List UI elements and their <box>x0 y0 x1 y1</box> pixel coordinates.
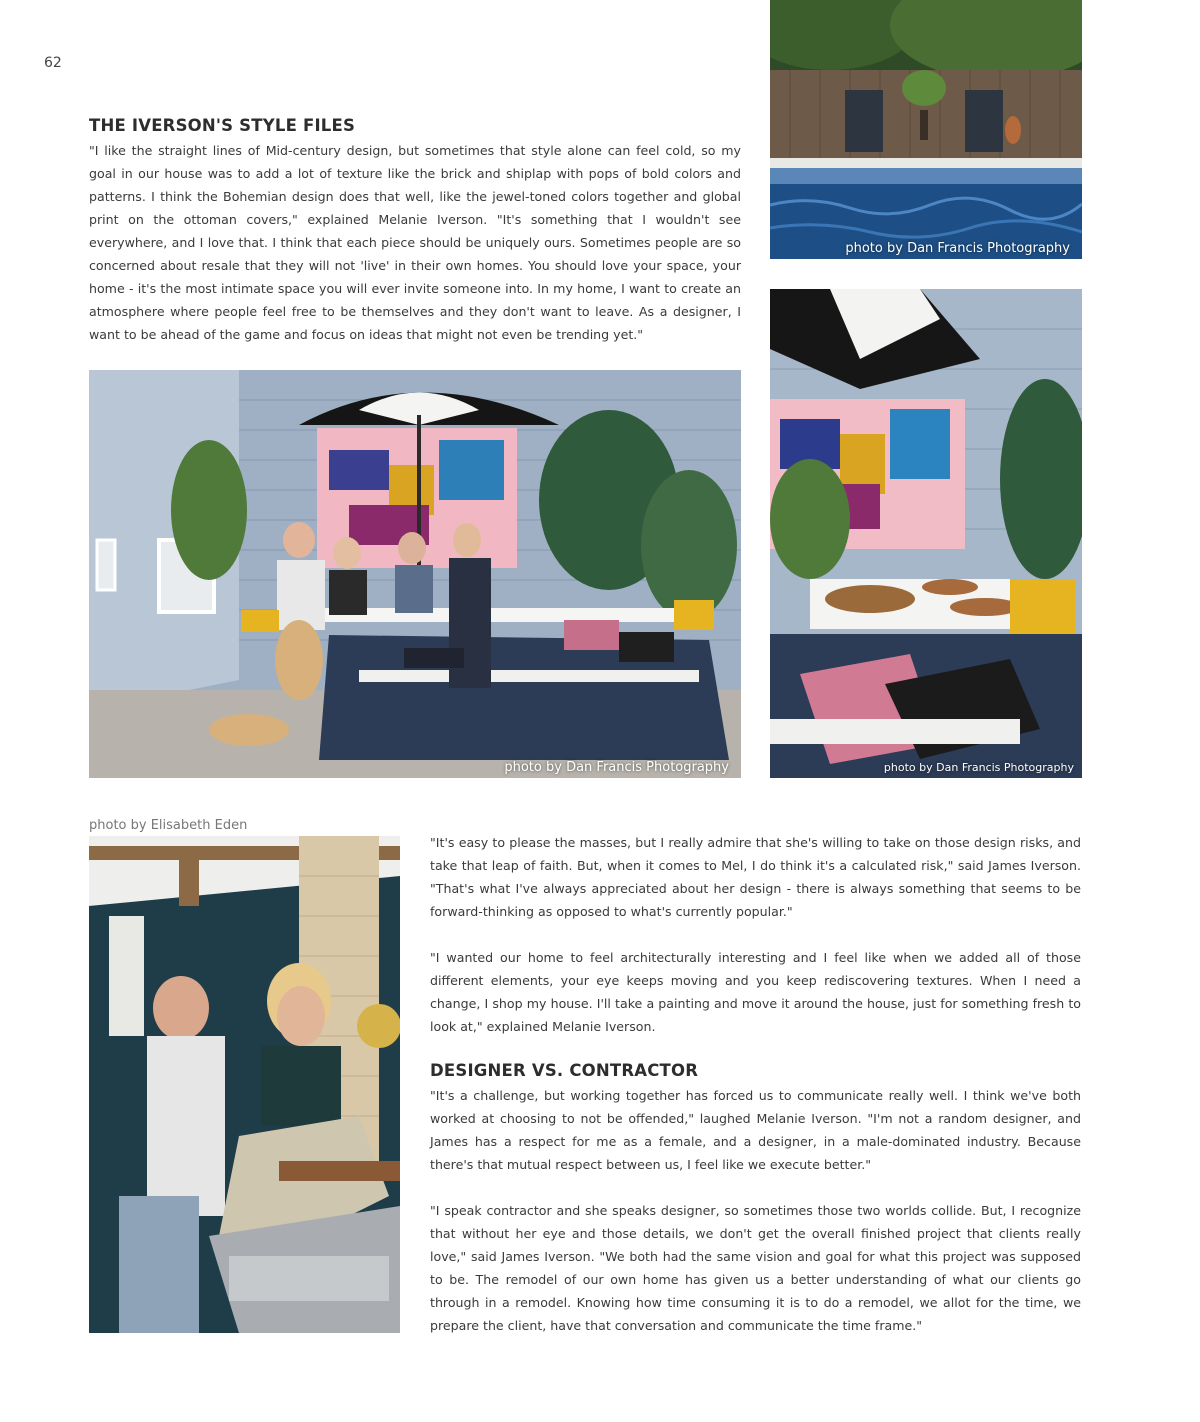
body-paragraph-1: "It's easy to please the masses, but I really admire that she's willing to take on those design risks, and take that leap of faith. But, when it comes to Mel, I do think it's a calculated risk," said James Iverson. "That's what I've always appreciated about her design - there is always something that seems to be forward-thinking as opposed to what's currently popular." <box>430 835 1081 919</box>
article-body <box>430 831 1081 1337</box>
pool-photo-credit: photo by Dan Francis Photography <box>845 241 1070 256</box>
couple-photo <box>89 836 400 1333</box>
body-paragraph-2: "I wanted our home to feel architecturally interesting and I feel like when we added all of those different elements, your eye keeps moving and you keep rediscovering textures. When I need a change, I shop my house. I'll take a painting and move it around the house, just for something fresh to look at," explained Melanie Iverson. <box>430 950 1081 1034</box>
page-number: 62 <box>44 55 62 71</box>
patio-table-photo-credit: photo by Dan Francis Photography <box>883 761 1074 774</box>
designer-contractor-paragraph-2: "I speak contractor and she speaks designer, so sometimes those two worlds collide. But, I recognize that without her eye and those details, we don't get the overall finished project that clients really love," said James Iverson. "We both had the same vision and goal for what this project was supposed to be. The remodel of our own home has given us a better understanding of what our clients go through in a remodel. Knowing how time consuming it is to do a remodel, we allot for the time, we prepare the client, have that conversation and communicate the time frame." <box>430 1203 1081 1333</box>
section-title-style-files: THE IVERSON'S STYLE FILES <box>89 116 356 135</box>
patio-family-photo <box>89 370 741 778</box>
pool-photo <box>770 0 1082 259</box>
couple-photo-caption: photo by Elisabeth Eden <box>89 818 248 833</box>
section-title-designer-vs-contractor: DESIGNER VS. CONTRACTOR <box>430 1061 699 1080</box>
style-files-paragraph: "I like the straight lines of Mid-century design, but sometimes that style alone can feel cold, so my goal in our house was to add a lot of texture like the brick and shiplap with pops of bold colors and patterns. I think the Bohemian design does that well, like the jewel-toned colors together and global print on the ottoman covers," explained Melanie Iverson. "It's something that I wouldn't see everywhere, and I love that. I think that each piece should be uniquely ours. Sometimes people are so concerned about resale that they will not 'live' in their own homes. You should love your space, your home - it's the most intimate space you will ever invite someone into. In my home, I want to create an atmosphere where people feel free to be themselves and they don't want to leave. As a designer, I want to be ahead of the game and focus on ideas that might not even be trending yet." <box>89 143 741 342</box>
patio-table-photo <box>770 289 1082 778</box>
style-files-section <box>89 116 741 346</box>
patio-family-photo-credit: photo by Dan Francis Photography <box>504 760 729 775</box>
designer-contractor-paragraph-1: "It's a challenge, but working together has forced us to communicate really well. I think we've both worked at choosing to not be offended," laughed Melanie Iverson. "I'm not a random designer, and James has a respect for me as a female, and a designer, in a male-dominated industry. Because there's that mutual respect between us, I feel like we execute better." <box>430 1088 1081 1172</box>
